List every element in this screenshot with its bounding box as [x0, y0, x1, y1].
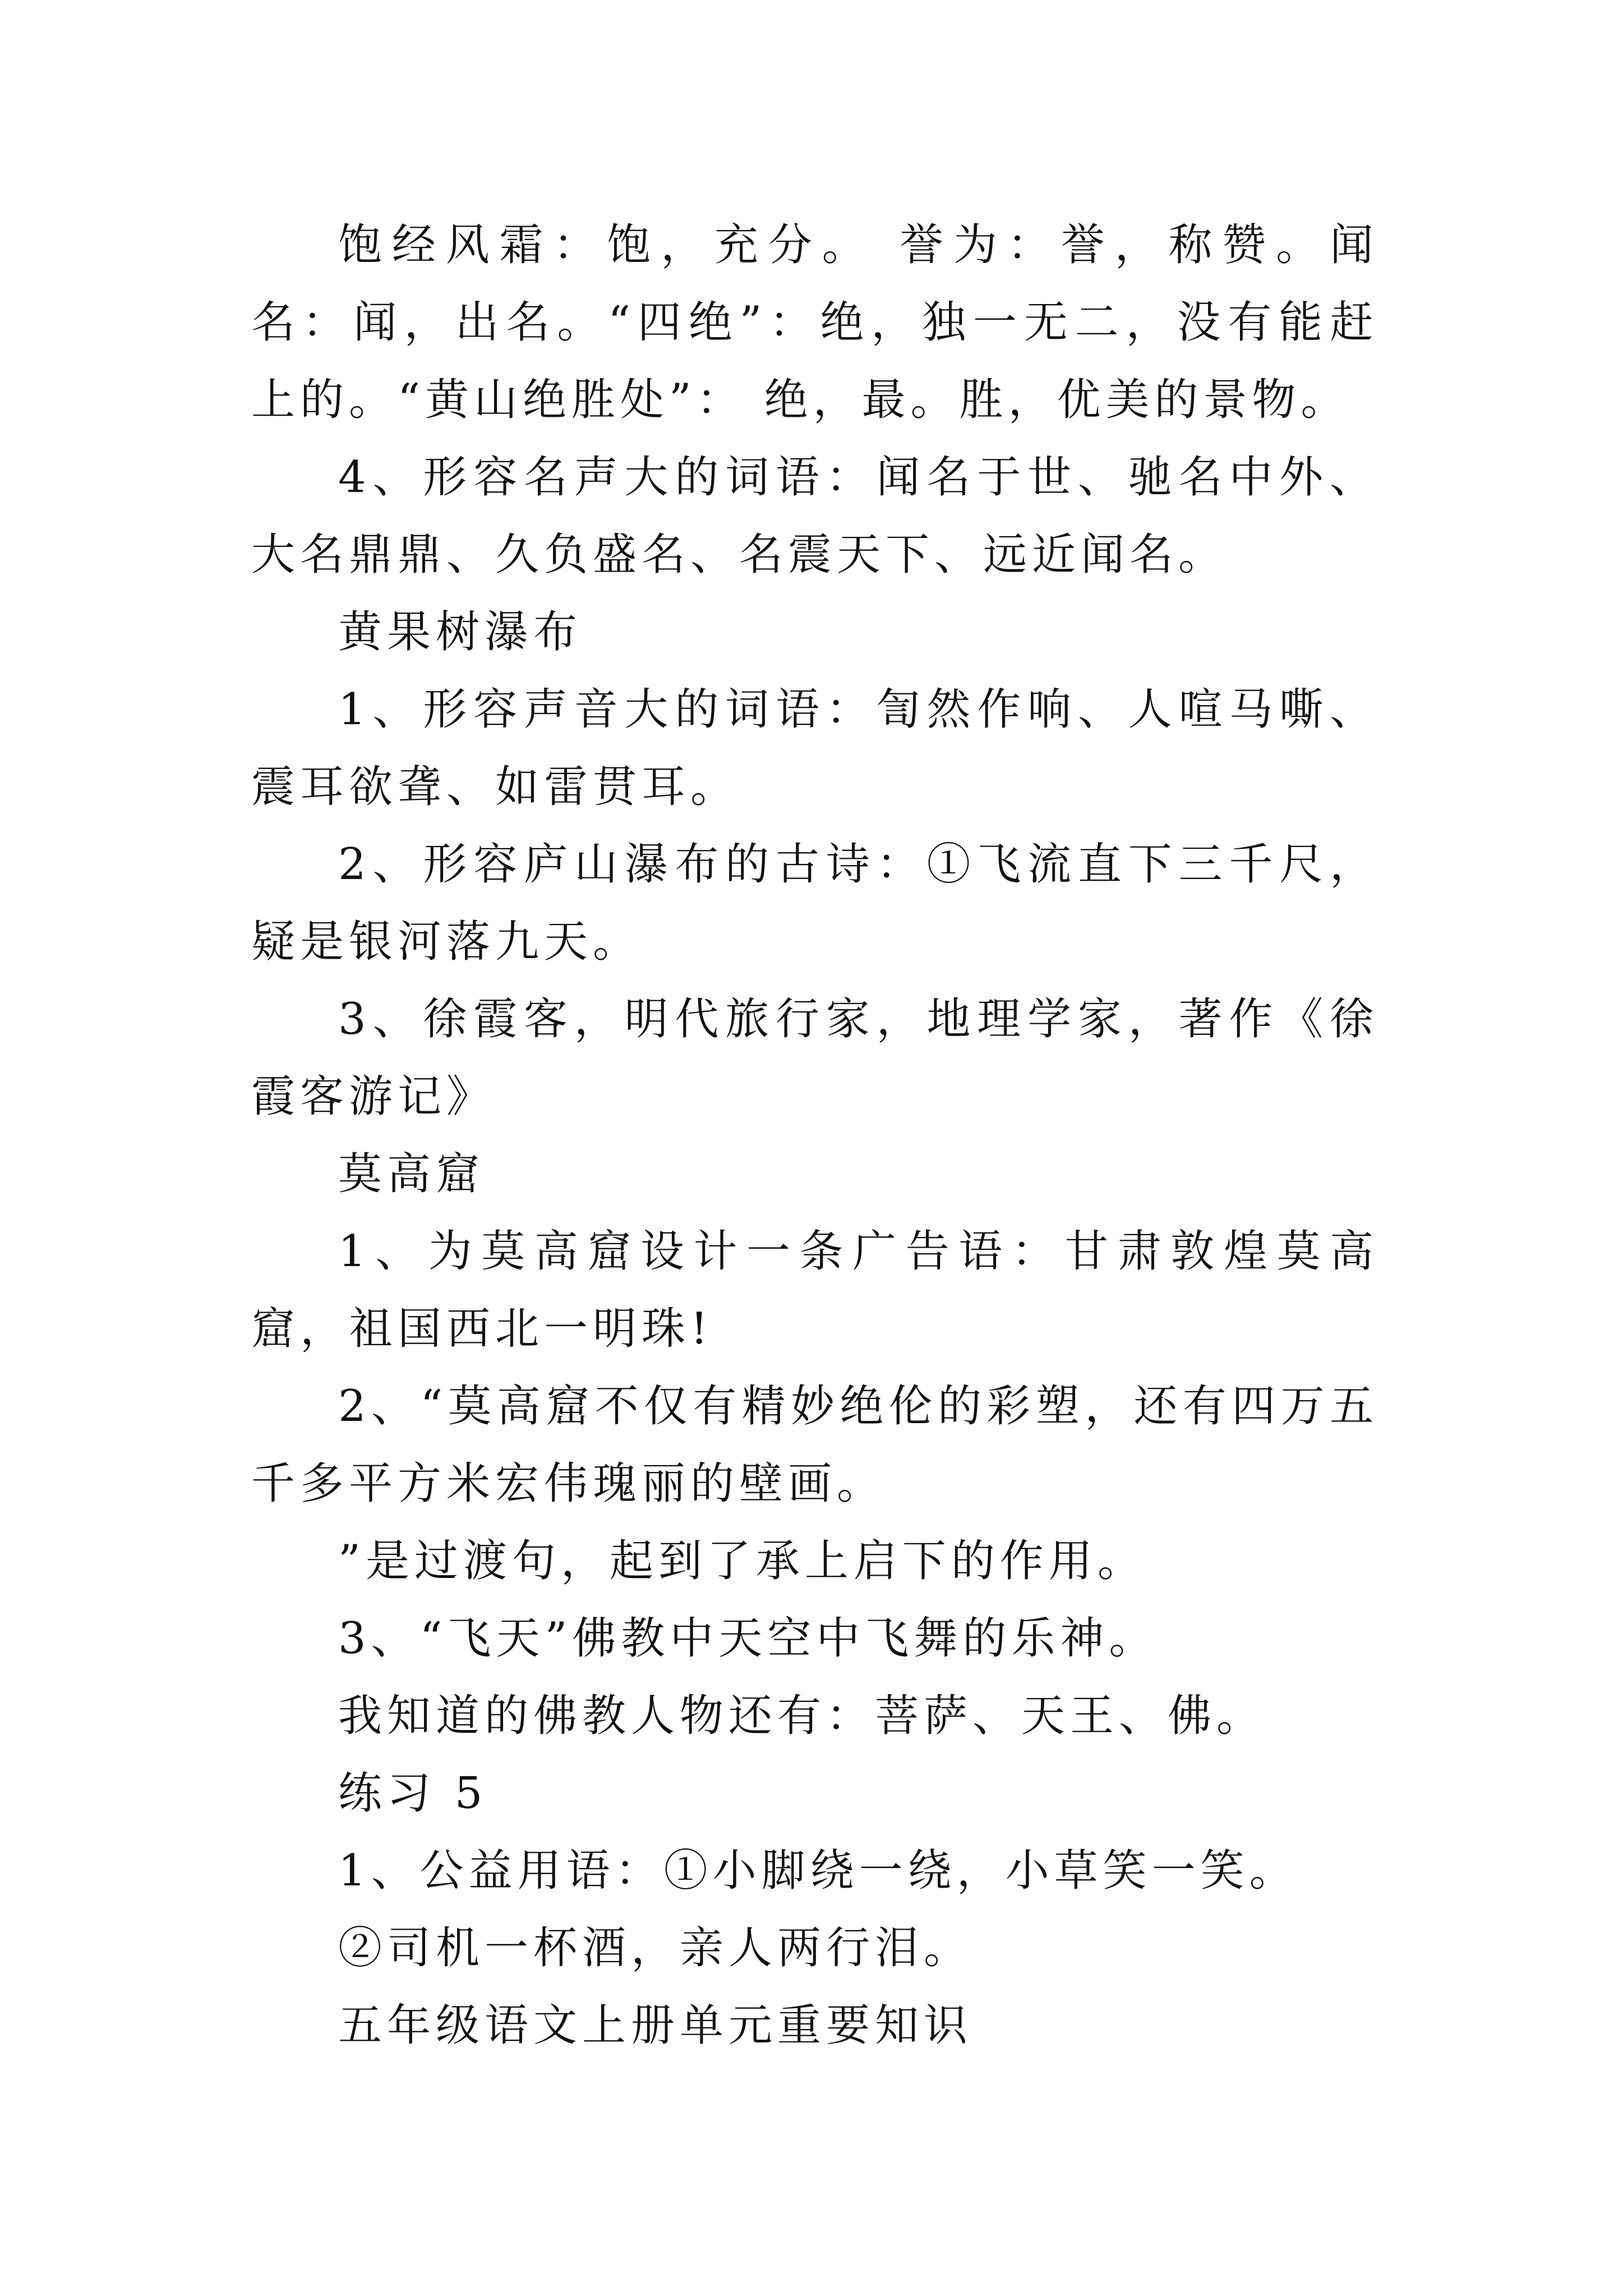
paragraph-lushan-poem: 2、形容庐山瀑布的古诗：①飞流直下三千尺，疑是银河落九天。	[251, 839, 1378, 967]
paragraph-xu-xiake: 3、徐霞客，明代旅行家，地理学家，著作《徐霞客游记》	[251, 994, 1378, 1122]
paragraph-transition-note: ”是过渡句，起到了承上启下的作用。	[338, 1536, 1146, 1586]
paragraph-transition-quote: 2、“莫高窟不仅有精妙绝伦的彩塑，还有四万五千多平方米宏伟瑰丽的壁画。	[251, 1381, 1378, 1509]
section-heading-grade5-knowledge: 五年级语文上册单元重要知识	[338, 2000, 973, 2051]
section-heading-mogao: 莫高窟	[338, 1149, 485, 1199]
paragraph-slogan: 1、为莫高窟设计一条广告语：甘肃敦煌莫高窟，祖国西北一明珠!	[251, 1226, 1378, 1354]
section-heading-exercise-5: 练习 5	[338, 1768, 488, 1819]
paragraph-loud-words: 1、形容声音大的词语：訇然作响、人喧马嘶、震耳欲聋、如雷贯耳。	[251, 684, 1378, 812]
paragraph-fame-words: 4、形容名声大的词语：闻名于世、驰名中外、大名鼎鼎、久负盛名、名震天下、远近闻名。	[251, 452, 1378, 580]
document-body	[251, 206, 1378, 2064]
section-heading-huangguoshu: 黄果树瀑布	[338, 607, 583, 657]
paragraph-public-slogan-2: ②司机一杯酒，亲人两行泪。	[338, 1923, 973, 1973]
paragraph-meanings: 饱经风霜：饱，充分。 誉为：誉，称赞。闻名：闻，出名。“四绝”：绝，独一无二，没有能赶上的。“黄山绝胜处”： 绝，最。胜，优美的景物。	[251, 220, 1378, 425]
paragraph-public-slogan-1: 1、公益用语：①小脚绕一绕，小草笑一笑。	[338, 1846, 1298, 1896]
paragraph-buddhist-figures: 我知道的佛教人物还有：菩萨、天王、佛。	[338, 1691, 1266, 1741]
paragraph-feitian: 3、“飞天”佛教中天空中飞舞的乐神。	[338, 1613, 1158, 1664]
